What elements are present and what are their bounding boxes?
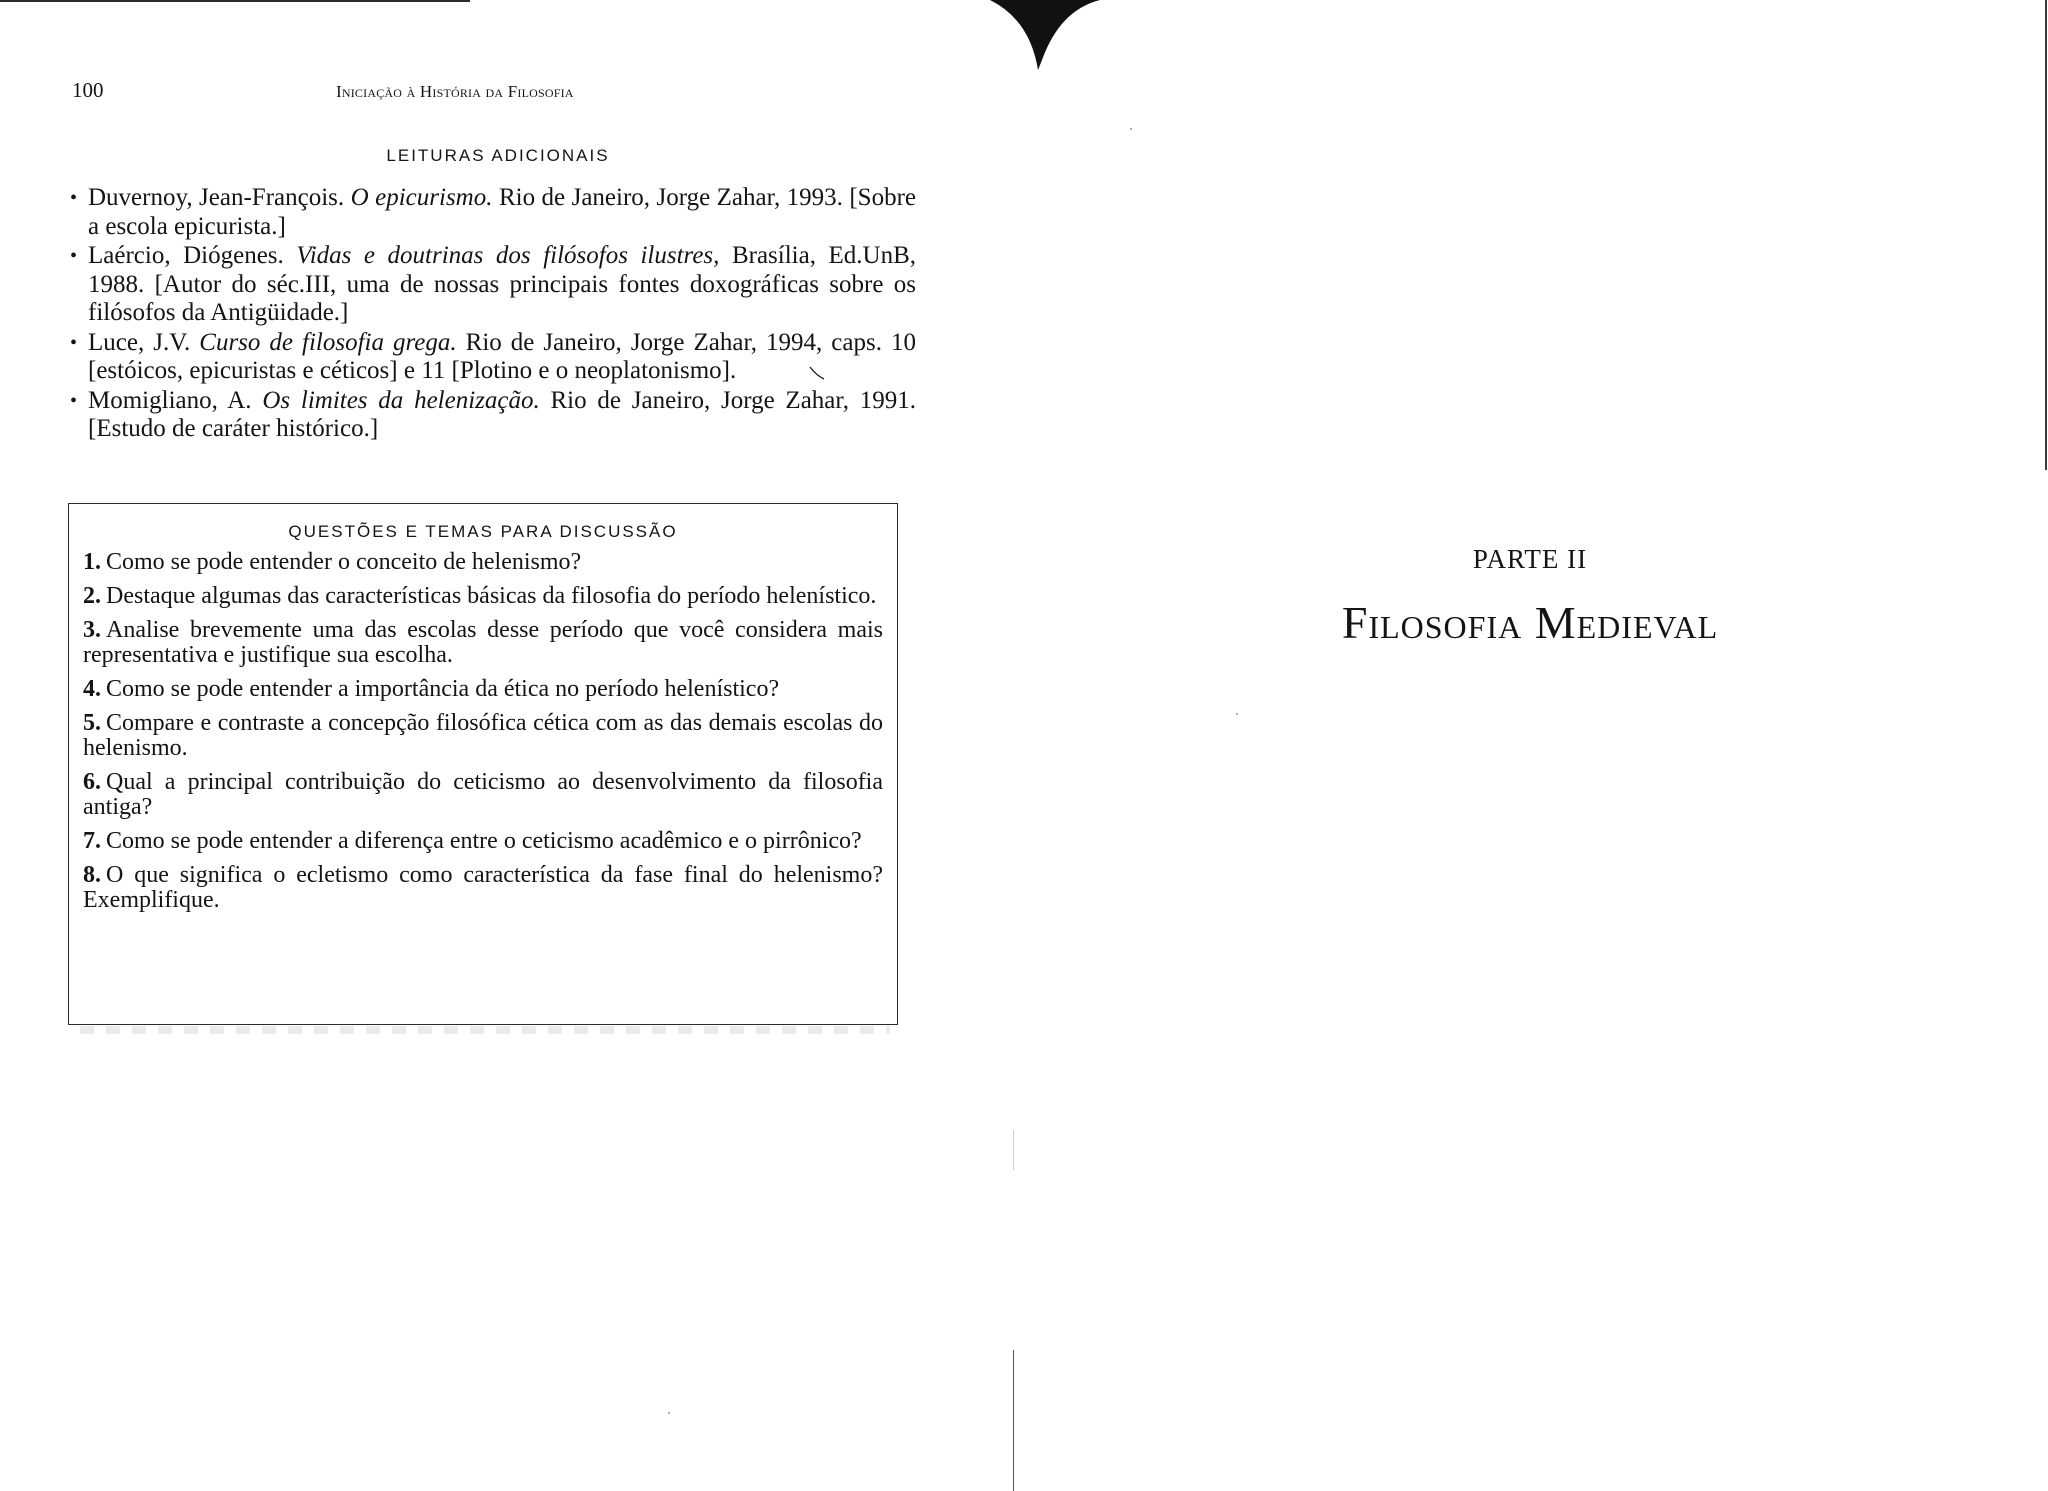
question-text: O que significa o ecletismo como característica da fase final do helenismo? Exemplifique. — [83, 862, 883, 913]
question-number: 1. — [83, 549, 101, 575]
scan-right-edge — [2045, 0, 2047, 470]
discussion-questions-box — [68, 503, 898, 1025]
gutter-line — [1013, 1350, 1014, 1491]
reading-item — [70, 329, 916, 386]
question-text: Compare e contraste a concepção filosófica cética com as das demais escolas do helenismo. — [83, 710, 883, 761]
reading-author: Momigliano, A. — [88, 386, 263, 414]
scan-speck — [1236, 713, 1238, 715]
question-item — [83, 770, 883, 820]
question-text: Analise brevemente uma das escolas desse período que você considera mais representativa e justifique sua escolha. — [83, 617, 883, 668]
reading-details: Rio de Janeiro, Jorge Zahar, 1994, caps. 10 [estóicos, epicuristas e céticos] e 11 [Plotino e o neoplatonismo]. — [88, 328, 916, 384]
bullet-icon: • — [70, 331, 78, 354]
question-number: 2. — [83, 583, 101, 609]
bullet-icon: • — [70, 245, 78, 267]
bullet-icon: • — [70, 187, 78, 209]
reading-title: Vidas e doutrinas dos filósofos ilustres, — [296, 242, 720, 269]
question-item — [83, 584, 883, 609]
readings-list — [70, 184, 916, 445]
question-text: Destaque algumas das características básicas da filosofia do período helenístico. — [106, 583, 877, 609]
question-item — [83, 677, 883, 702]
reading-title: Curso de filosofia grega. — [199, 328, 457, 356]
question-item — [83, 863, 883, 913]
question-item — [83, 711, 883, 761]
question-number: 8. — [83, 862, 101, 888]
running-header: Iniciação à História da Filosofia — [336, 82, 574, 101]
question-item — [83, 550, 883, 575]
question-number: 6. — [83, 769, 101, 795]
readings-section-title: LEITURAS ADICIONAIS — [386, 146, 610, 165]
question-text: Qual a principal contribuição do ceticismo ao desenvolvimento da filosofia antiga? — [83, 769, 883, 820]
scan-smudge — [80, 1026, 890, 1034]
reading-author: Duvernoy, Jean-François. — [88, 184, 351, 211]
reading-details: Brasília, Ed.UnB, 1988. [Autor do séc.III, uma de nossas principais fontes doxográficas sobre os filósofos da Antigüidade.] — [88, 242, 916, 326]
question-number: 5. — [83, 710, 101, 736]
question-item — [83, 829, 883, 854]
reading-title: O epicurismo. — [350, 184, 493, 211]
questions-section-title: QUESTÕES E TEMAS PARA DISCUSSÃO — [288, 522, 678, 541]
page-header — [72, 78, 922, 108]
bullet-icon: • — [70, 389, 78, 412]
reading-author: Luce, J.V. — [88, 328, 200, 356]
scan-binding-shadow — [990, 0, 1100, 70]
question-number: 7. — [83, 828, 101, 854]
page-number: 100 — [72, 78, 104, 102]
reading-author: Laércio, Diógenes. — [88, 242, 297, 269]
reading-item — [70, 184, 916, 241]
question-text: Como se pode entender a importância da ética no período helenístico? — [106, 676, 780, 702]
scan-speck — [668, 1412, 670, 1414]
question-item — [83, 618, 883, 668]
pen-mark — [809, 366, 825, 380]
reading-item — [70, 242, 916, 328]
reading-details: Rio de Janeiro, Jorge Zahar, 1993. [Sobre a escola epicurista.] — [88, 184, 917, 240]
part-label: PARTE II — [1472, 544, 1588, 574]
part-title: Filosofia Medieval — [1341, 597, 1719, 648]
reading-details: Rio de Janeiro, Jorge Zahar, 1991. [Estudo de caráter histórico.] — [88, 386, 916, 442]
reading-item — [70, 387, 916, 444]
question-text: Como se pode entender a diferença entre o ceticismo acadêmico e o pirrônico? — [106, 828, 862, 854]
scan-top-edge — [0, 0, 470, 2]
gutter-mark — [1013, 1130, 1014, 1170]
question-number: 3. — [83, 617, 101, 643]
question-number: 4. — [83, 676, 101, 702]
questions-list — [69, 550, 897, 913]
question-text: Como se pode entender o conceito de helenismo? — [106, 549, 582, 575]
reading-title: Os limites da helenização. — [262, 386, 540, 414]
scan-speck — [1130, 128, 1132, 130]
